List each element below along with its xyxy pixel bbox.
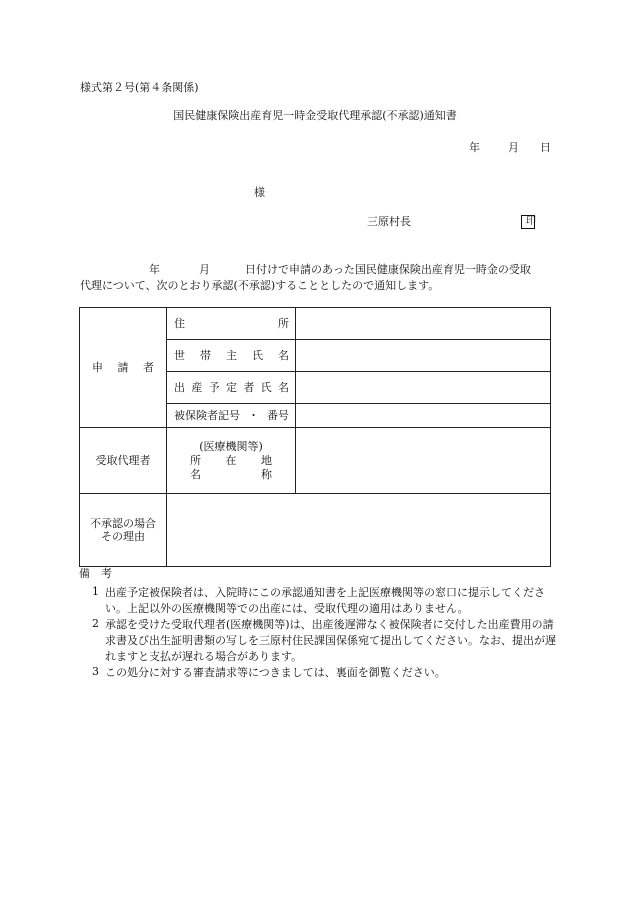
notes-heading: 備 考 <box>79 567 112 580</box>
expectant-name-value[interactable] <box>296 372 551 404</box>
form-id: 様式第２号(第４条関係) <box>80 81 199 94</box>
reject-reason-value[interactable] <box>167 494 551 567</box>
expectant-name-label: 出 産 予 定 者 氏 名 <box>167 372 296 404</box>
application-year-label: 年 <box>149 263 160 276</box>
insured-number-label: 被保険者記号 ・ 番号 <box>167 404 296 428</box>
seal-label: 印 <box>526 216 536 227</box>
seal-stamp-box <box>521 215 535 229</box>
recipient-honorific: 様 <box>254 186 265 199</box>
issuer-name: 三原村長 <box>367 215 411 228</box>
reject-reason-header: 不承認の場合 その理由 <box>80 494 167 567</box>
body-text-line1: 日付けで申請のあった国民健康保険出産育児一時金の受取 <box>245 263 531 276</box>
document-title: 国民健康保険出産育児一時金受取代理承認(不承認)通知書 <box>173 109 457 122</box>
agent-value[interactable] <box>296 428 551 494</box>
householder-name-label: 世 帯 主 氏 名 <box>167 340 296 372</box>
application-table <box>79 307 551 567</box>
address-label: 住 所 <box>167 308 296 340</box>
insured-number-value[interactable] <box>296 404 551 428</box>
application-month-label: 月 <box>199 263 210 276</box>
agent-header: 受取代理者 <box>80 428 167 494</box>
date-year-label: 年 <box>469 141 480 154</box>
date-month-label: 月 <box>508 141 519 154</box>
body-text-line2: 代理について、次のとおり承認(不承認)することとしたので通知します。 <box>80 279 440 292</box>
date-day-label: 日 <box>540 141 551 154</box>
agent-labels: (医療機関等) 所 在 地 名 称 <box>167 428 296 494</box>
address-value[interactable] <box>296 308 551 340</box>
applicant-header: 申 請 者 <box>80 308 167 428</box>
householder-name-value[interactable] <box>296 340 551 372</box>
